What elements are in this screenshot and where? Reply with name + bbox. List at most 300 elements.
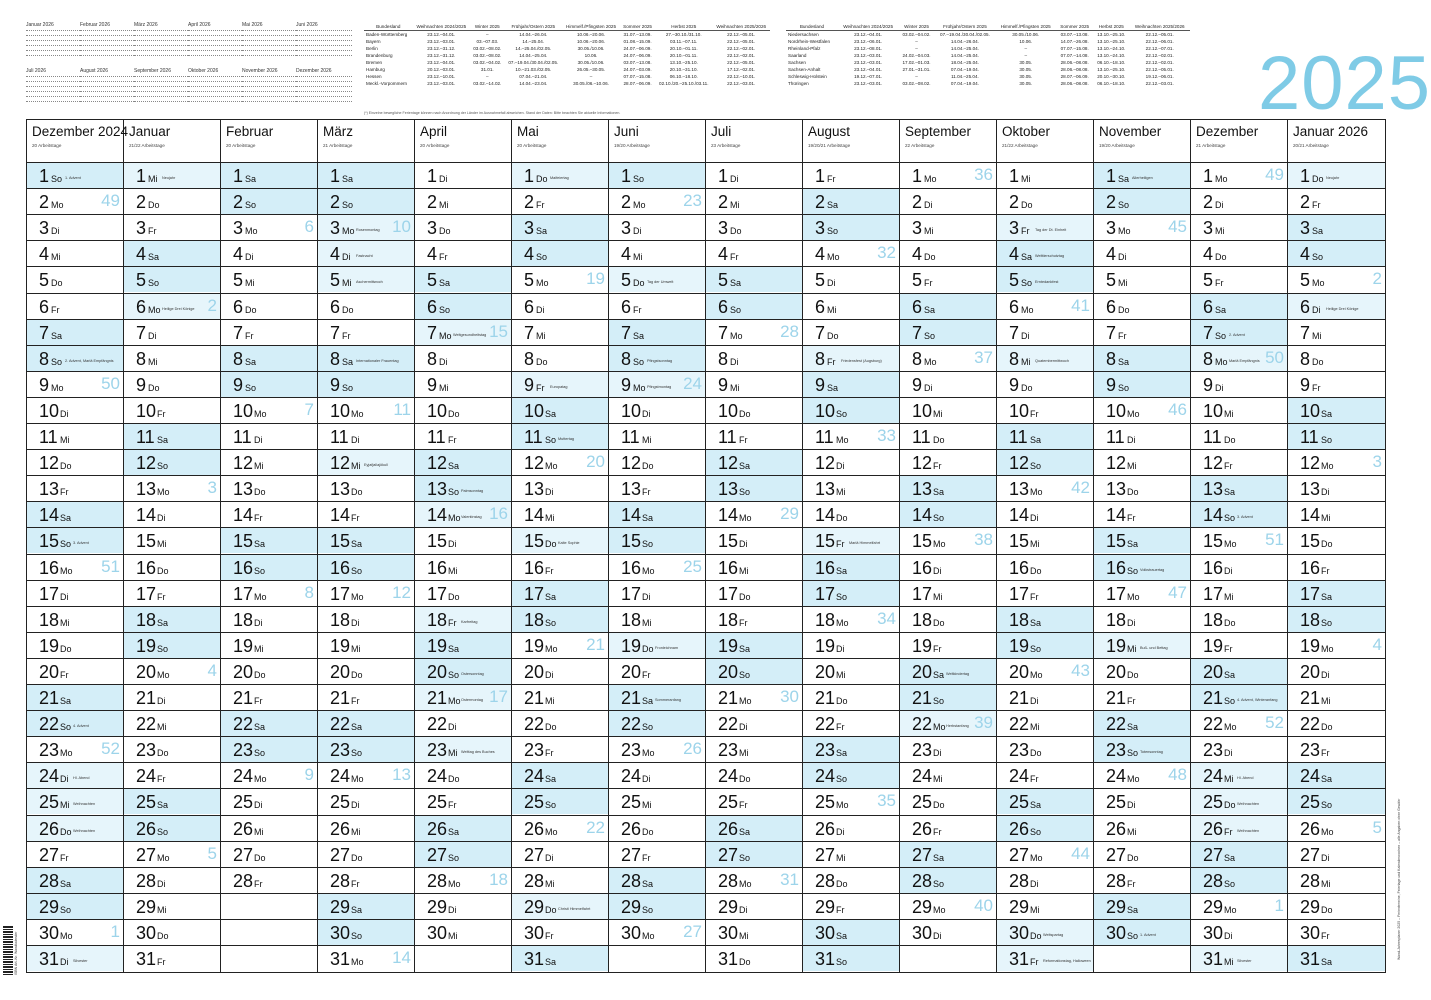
day-cell[interactable] [1191,762,1287,788]
day-cell[interactable] [318,658,414,684]
day-cell[interactable] [415,788,511,814]
day-cell[interactable] [1191,371,1287,397]
day-cell[interactable] [900,371,996,397]
day-cell[interactable] [415,580,511,606]
day-cell[interactable] [318,475,414,501]
day-cell[interactable] [318,214,414,240]
day-cell[interactable] [900,319,996,345]
day-cell[interactable] [512,919,608,945]
day-cell[interactable] [415,527,511,553]
day-cell[interactable] [27,945,123,971]
day-cell[interactable] [803,293,899,319]
day-cell[interactable] [803,423,899,449]
day-cell[interactable] [1094,501,1190,527]
day-cell[interactable] [900,475,996,501]
day-cell[interactable] [1191,632,1287,658]
day-cell[interactable] [803,345,899,371]
day-cell[interactable] [221,710,317,736]
day-cell[interactable] [415,319,511,345]
day-cell[interactable] [124,606,220,632]
day-cell[interactable] [609,240,705,266]
day-cell[interactable] [1288,475,1385,501]
day-cell[interactable] [803,893,899,919]
day-cell[interactable] [27,684,123,710]
day-cell[interactable] [803,788,899,814]
day-cell[interactable] [221,527,317,553]
day-cell[interactable] [609,162,705,188]
day-cell[interactable] [1094,841,1190,867]
day-cell[interactable] [27,423,123,449]
day-cell[interactable] [1094,475,1190,501]
day-cell[interactable] [997,266,1093,292]
day-cell[interactable] [1288,554,1385,580]
day-cell[interactable] [221,162,317,188]
day-cell[interactable] [415,841,511,867]
day-cell[interactable] [803,684,899,710]
day-cell[interactable] [221,736,317,762]
day-cell[interactable] [706,684,802,710]
day-cell[interactable] [1288,841,1385,867]
day-cell[interactable] [706,606,802,632]
day-cell[interactable] [27,893,123,919]
day-cell[interactable] [1288,423,1385,449]
day-cell[interactable] [1094,240,1190,266]
day-cell[interactable] [27,580,123,606]
day-cell[interactable] [1288,449,1385,475]
day-cell[interactable] [997,788,1093,814]
day-cell[interactable] [124,736,220,762]
day-cell[interactable] [1191,684,1287,710]
day-cell[interactable] [124,788,220,814]
day-cell[interactable] [415,240,511,266]
day-cell[interactable] [221,423,317,449]
day-cell[interactable] [124,658,220,684]
day-cell[interactable] [512,371,608,397]
day-cell[interactable] [27,762,123,788]
day-cell[interactable] [318,319,414,345]
day-cell[interactable] [27,867,123,893]
day-cell[interactable] [900,736,996,762]
day-cell[interactable] [27,214,123,240]
day-cell[interactable] [609,293,705,319]
day-cell[interactable] [1288,893,1385,919]
day-cell[interactable] [1191,266,1287,292]
day-cell[interactable] [318,788,414,814]
day-cell[interactable] [318,762,414,788]
day-cell[interactable] [803,449,899,475]
day-cell[interactable] [27,345,123,371]
day-cell[interactable] [997,397,1093,423]
day-cell[interactable] [124,580,220,606]
day-cell[interactable] [318,423,414,449]
day-cell[interactable] [318,501,414,527]
day-cell[interactable] [706,945,802,971]
day-cell[interactable] [900,867,996,893]
day-cell[interactable] [706,736,802,762]
day-cell[interactable] [512,319,608,345]
day-cell[interactable] [1094,815,1190,841]
day-cell[interactable] [803,736,899,762]
day-cell[interactable] [706,867,802,893]
day-cell[interactable] [221,554,317,580]
day-cell[interactable] [512,423,608,449]
day-cell[interactable] [318,893,414,919]
day-cell[interactable] [124,841,220,867]
day-cell[interactable] [1094,345,1190,371]
day-cell[interactable] [318,397,414,423]
day-cell[interactable] [1191,345,1287,371]
day-cell[interactable] [706,319,802,345]
day-cell[interactable] [124,345,220,371]
day-cell[interactable] [1094,710,1190,736]
day-cell[interactable] [27,319,123,345]
day-cell[interactable] [318,710,414,736]
day-cell[interactable] [706,919,802,945]
day-cell[interactable] [1191,240,1287,266]
day-cell[interactable] [997,762,1093,788]
day-cell[interactable] [124,919,220,945]
day-cell[interactable] [415,684,511,710]
day-cell[interactable] [1191,162,1287,188]
day-cell[interactable] [900,580,996,606]
day-cell[interactable] [609,736,705,762]
day-cell[interactable] [706,632,802,658]
day-cell[interactable] [27,606,123,632]
day-cell[interactable] [706,345,802,371]
day-cell[interactable] [512,345,608,371]
day-cell[interactable] [803,867,899,893]
day-cell[interactable] [512,788,608,814]
day-cell[interactable] [512,527,608,553]
day-cell[interactable] [318,188,414,214]
day-cell[interactable] [415,397,511,423]
day-cell[interactable] [415,736,511,762]
day-cell[interactable] [318,736,414,762]
day-cell[interactable] [1094,319,1190,345]
day-cell[interactable] [221,266,317,292]
day-cell[interactable] [221,762,317,788]
day-cell[interactable] [221,684,317,710]
day-cell[interactable] [27,632,123,658]
day-cell[interactable] [1288,371,1385,397]
day-cell[interactable] [415,449,511,475]
day-cell[interactable] [609,762,705,788]
day-cell[interactable] [124,449,220,475]
day-cell[interactable] [900,658,996,684]
day-cell[interactable] [706,293,802,319]
day-cell[interactable] [997,475,1093,501]
day-cell[interactable] [1288,736,1385,762]
day-cell[interactable] [997,945,1093,971]
day-cell[interactable] [1288,397,1385,423]
day-cell[interactable] [512,554,608,580]
day-cell[interactable] [512,162,608,188]
day-cell[interactable] [1094,893,1190,919]
day-cell[interactable] [609,658,705,684]
day-cell[interactable] [609,371,705,397]
day-cell[interactable] [706,397,802,423]
day-cell[interactable] [900,762,996,788]
day-cell[interactable] [27,188,123,214]
day-cell[interactable] [221,240,317,266]
day-cell[interactable] [124,554,220,580]
day-cell[interactable] [900,527,996,553]
day-cell[interactable] [318,240,414,266]
day-cell[interactable] [221,867,317,893]
day-cell[interactable] [900,293,996,319]
day-cell[interactable] [1288,606,1385,632]
day-cell[interactable] [512,240,608,266]
day-cell[interactable] [124,684,220,710]
day-cell[interactable] [900,449,996,475]
day-cell[interactable] [1288,266,1385,292]
day-cell[interactable] [1288,162,1385,188]
day-cell[interactable] [27,162,123,188]
day-cell[interactable] [221,658,317,684]
day-cell[interactable] [512,658,608,684]
day-cell[interactable] [1191,710,1287,736]
day-cell[interactable] [512,815,608,841]
day-cell[interactable] [803,240,899,266]
day-cell[interactable] [318,606,414,632]
day-cell[interactable] [124,527,220,553]
day-cell[interactable] [512,841,608,867]
day-cell[interactable] [415,423,511,449]
day-cell[interactable] [415,501,511,527]
day-cell[interactable] [609,710,705,736]
day-cell[interactable] [803,815,899,841]
day-cell[interactable] [997,580,1093,606]
day-cell[interactable] [609,501,705,527]
day-cell[interactable] [1191,658,1287,684]
day-cell[interactable] [1288,293,1385,319]
day-cell[interactable] [803,475,899,501]
day-cell[interactable] [997,371,1093,397]
day-cell[interactable] [997,240,1093,266]
day-cell[interactable] [1288,214,1385,240]
day-cell[interactable] [997,710,1093,736]
day-cell[interactable] [900,240,996,266]
day-cell[interactable] [124,240,220,266]
day-cell[interactable] [706,371,802,397]
day-cell[interactable] [1094,266,1190,292]
day-cell[interactable] [609,423,705,449]
day-cell[interactable] [706,214,802,240]
day-cell[interactable] [1094,684,1190,710]
day-cell[interactable] [609,554,705,580]
day-cell[interactable] [997,554,1093,580]
day-cell[interactable] [609,815,705,841]
day-cell[interactable] [803,501,899,527]
day-cell[interactable] [609,632,705,658]
day-cell[interactable] [318,527,414,553]
day-cell[interactable] [1288,319,1385,345]
day-cell[interactable] [803,397,899,423]
day-cell[interactable] [1191,449,1287,475]
day-cell[interactable] [124,762,220,788]
day-cell[interactable] [900,501,996,527]
day-cell[interactable] [415,188,511,214]
day-cell[interactable] [27,527,123,553]
day-cell[interactable] [1288,710,1385,736]
day-cell[interactable] [27,788,123,814]
day-cell[interactable] [900,919,996,945]
day-cell[interactable] [415,710,511,736]
day-cell[interactable] [27,710,123,736]
day-cell[interactable] [706,762,802,788]
day-cell[interactable] [1288,527,1385,553]
day-cell[interactable] [221,293,317,319]
day-cell[interactable] [803,710,899,736]
day-cell[interactable] [706,815,802,841]
day-cell[interactable] [900,841,996,867]
day-cell[interactable] [221,606,317,632]
day-cell[interactable] [221,188,317,214]
day-cell[interactable] [318,293,414,319]
day-cell[interactable] [415,606,511,632]
day-cell[interactable] [27,554,123,580]
day-cell[interactable] [997,658,1093,684]
day-cell[interactable] [609,214,705,240]
day-cell[interactable] [1288,788,1385,814]
day-cell[interactable] [803,188,899,214]
day-cell[interactable] [1288,240,1385,266]
day-cell[interactable] [997,319,1093,345]
day-cell[interactable] [997,841,1093,867]
day-cell[interactable] [415,371,511,397]
day-cell[interactable] [1094,188,1190,214]
day-cell[interactable] [1191,397,1287,423]
day-cell[interactable] [1191,736,1287,762]
day-cell[interactable] [609,397,705,423]
day-cell[interactable] [221,214,317,240]
day-cell[interactable] [900,554,996,580]
day-cell[interactable] [318,449,414,475]
day-cell[interactable] [1288,919,1385,945]
day-cell[interactable] [803,554,899,580]
day-cell[interactable] [609,606,705,632]
day-cell[interactable] [997,815,1093,841]
day-cell[interactable] [900,893,996,919]
day-cell[interactable] [512,397,608,423]
day-cell[interactable] [1288,945,1385,971]
day-cell[interactable] [27,371,123,397]
day-cell[interactable] [1094,658,1190,684]
day-cell[interactable] [415,632,511,658]
day-cell[interactable] [1288,762,1385,788]
day-cell[interactable] [900,345,996,371]
day-cell[interactable] [609,449,705,475]
day-cell[interactable] [1191,893,1287,919]
day-cell[interactable] [1094,580,1190,606]
day-cell[interactable] [221,501,317,527]
day-cell[interactable] [997,867,1093,893]
day-cell[interactable] [124,710,220,736]
day-cell[interactable] [415,762,511,788]
day-cell[interactable] [124,945,220,971]
day-cell[interactable] [512,632,608,658]
day-cell[interactable] [415,919,511,945]
day-cell[interactable] [27,841,123,867]
day-cell[interactable] [318,266,414,292]
day-cell[interactable] [124,214,220,240]
day-cell[interactable] [1288,580,1385,606]
day-cell[interactable] [415,867,511,893]
day-cell[interactable] [221,632,317,658]
day-cell[interactable] [1288,658,1385,684]
day-cell[interactable] [900,632,996,658]
day-cell[interactable] [1191,606,1287,632]
day-cell[interactable] [706,527,802,553]
day-cell[interactable] [1094,449,1190,475]
day-cell[interactable] [706,449,802,475]
day-cell[interactable] [900,423,996,449]
day-cell[interactable] [997,449,1093,475]
day-cell[interactable] [512,293,608,319]
day-cell[interactable] [803,580,899,606]
day-cell[interactable] [997,893,1093,919]
day-cell[interactable] [900,606,996,632]
day-cell[interactable] [512,266,608,292]
day-cell[interactable] [221,580,317,606]
day-cell[interactable] [124,893,220,919]
day-cell[interactable] [221,319,317,345]
day-cell[interactable] [512,945,608,971]
day-cell[interactable] [512,214,608,240]
day-cell[interactable] [1288,188,1385,214]
day-cell[interactable] [1191,527,1287,553]
day-cell[interactable] [706,788,802,814]
day-cell[interactable] [221,815,317,841]
day-cell[interactable] [1094,736,1190,762]
day-cell[interactable] [318,867,414,893]
day-cell[interactable] [997,293,1093,319]
day-cell[interactable] [27,815,123,841]
day-cell[interactable] [512,710,608,736]
day-cell[interactable] [609,475,705,501]
day-cell[interactable] [415,554,511,580]
day-cell[interactable] [124,397,220,423]
day-cell[interactable] [900,188,996,214]
day-cell[interactable] [706,658,802,684]
day-cell[interactable] [997,919,1093,945]
day-cell[interactable] [997,214,1093,240]
day-cell[interactable] [1094,919,1190,945]
day-cell[interactable] [1094,397,1190,423]
day-cell[interactable] [609,188,705,214]
day-cell[interactable] [900,214,996,240]
day-cell[interactable] [415,345,511,371]
day-cell[interactable] [706,475,802,501]
day-cell[interactable] [900,710,996,736]
day-cell[interactable] [512,867,608,893]
day-cell[interactable] [803,266,899,292]
day-cell[interactable] [124,319,220,345]
day-cell[interactable] [318,945,414,971]
day-cell[interactable] [803,319,899,345]
day-cell[interactable] [221,397,317,423]
day-cell[interactable] [415,815,511,841]
day-cell[interactable] [318,162,414,188]
day-cell[interactable] [803,162,899,188]
day-cell[interactable] [1094,867,1190,893]
day-cell[interactable] [803,632,899,658]
day-cell[interactable] [1191,554,1287,580]
day-cell[interactable] [27,501,123,527]
day-cell[interactable] [803,606,899,632]
day-cell[interactable] [318,841,414,867]
day-cell[interactable] [415,214,511,240]
